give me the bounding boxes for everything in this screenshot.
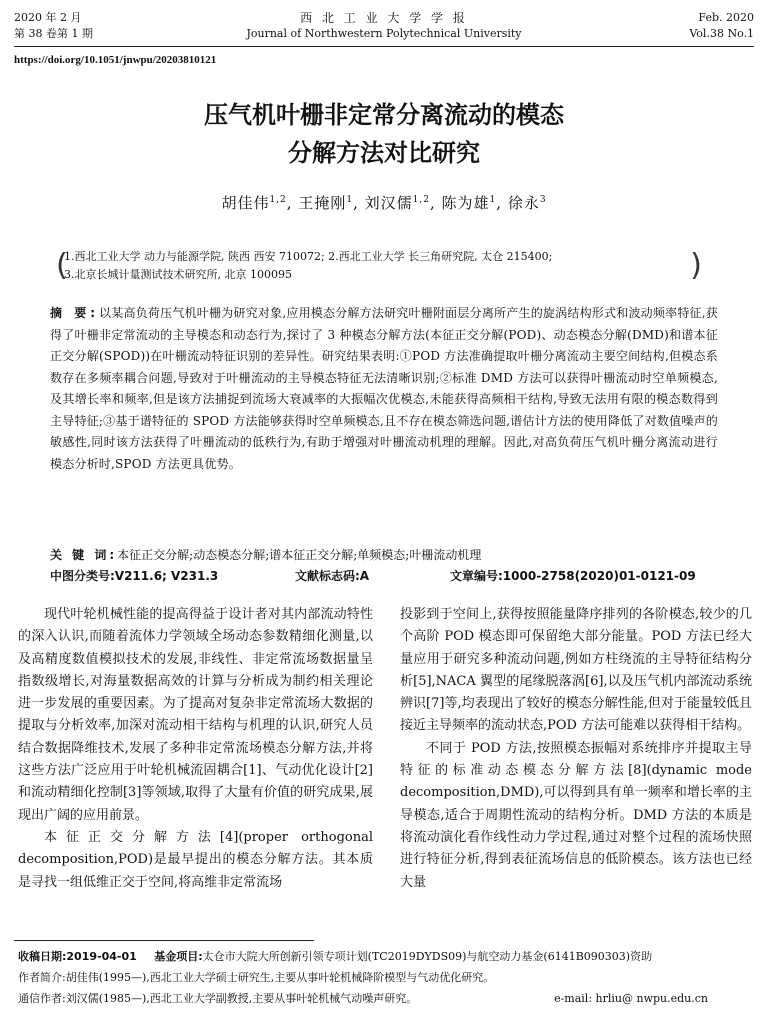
fund-label: 基金项目: — [154, 950, 203, 963]
author-introduction: 作者简介:胡佳伟(1995—),西北工业大学硕士研究生,主要从事叶轮机械降阶模型与气动优化研究。 — [18, 971, 495, 984]
running-header — [14, 10, 754, 46]
header-month-en: Feb. 2020 — [698, 11, 754, 24]
email-link[interactable]: e-mail: hrliu@ nwpu.edu.cn — [554, 992, 708, 1005]
doi-link[interactable]: https://doi.org/10.1051/jnwpu/20203810121 — [14, 54, 217, 66]
classification-line — [50, 566, 718, 586]
paragraph: 现代叶轮机械性能的提高得益于设计者对其内部流动特性的深入认识,而随着流体力学领域全场动态参数精细化测量,以及高精度数值模拟技术的发展,非线性、非定常流场数据量呈指数级增长,对海量数据高效的计算与分析成为制约相关理论进一步发展的重要因素。为了提高对复杂非定常流场大数据的提取与分析效率,加深对流动相干结构与机理的认识,研究人员结合数据降维技术,发展了多种非定常流场模态分解方法,并将这些方法广泛应用于叶轮机械流固耦合[1]、气动优化设计[2]和流动精细化控制[3]等领域,取得了大量有价值的研究成果,展现出广阔的应用前景。 — [18, 607, 373, 823]
journal-name-cn: 西 北 工 业 大 学 学 报 — [300, 11, 468, 25]
body-column-left — [18, 604, 373, 894]
keywords — [50, 545, 718, 565]
title-line-1: 压气机叶栅非定常分离流动的模态 — [204, 101, 564, 129]
corresponding-author: 通信作者:刘汉儒(1985—),西北工业大学副教授,主要从事叶轮机械气动噪声研究。 — [18, 992, 418, 1005]
document-code: 文献标志码:A — [295, 569, 370, 583]
author: 胡佳伟$^{1,2}$ — [221, 194, 287, 212]
affiliations — [64, 248, 698, 284]
affiliation-right-paren: ) — [690, 248, 702, 283]
paragraph: 本征正交分解方法[4](proper orthogonal decomposition,POD)是最早提出的模态分解方法。其本质是寻找一组低维正交于空间,将高维非定常流场 — [18, 829, 373, 890]
author: 刘汉儒$^{1,2}$ — [364, 194, 430, 212]
journal-name — [14, 10, 754, 42]
title-line-2: 分解方法对比研究 — [288, 139, 480, 167]
author: 王掩刚$^1$ — [298, 194, 354, 212]
keywords-label: 关 键 词: — [50, 548, 118, 562]
paragraph: 不同于 POD 方法,按照模态振幅对系统排序并提取主导特征的标准动态模态分解方法[8](dynamic mode decomposition,DMD),可以得到具有单一频率和增长率的主导模态,适合于周期性流动的结构分析。DMD 方法的本质是将流动演化看作线性动力学过程,通过对整个过程的流场快照进行特征分析,得到表征流场信息的低阶模态。该方法也已经大量 — [400, 740, 752, 890]
abstract-label: 摘 要: — [50, 306, 100, 320]
affiliation-line-1: 1.西北工业大学 动力与能源学院, 陕西 西安 710072; 2.西北工业大学 长三角研究院, 太仓 215400; — [64, 250, 553, 263]
footnote-rule — [14, 940, 314, 941]
header-volume: 第 38 卷第 1 期 — [14, 27, 93, 40]
journal-name-en: Journal of Northwestern Polytechnical University — [246, 27, 522, 40]
keywords-text: 本征正交分解;动态模态分解;谱本征正交分解;单频模态;叶栅流动机理 — [117, 548, 482, 562]
header-rule — [14, 46, 754, 47]
header-issue — [689, 10, 754, 42]
footnote-corresponding — [18, 988, 754, 1009]
paragraph: 投影到于空间上,获得按照能量降序排列的各阶模态,较少的几个高阶 POD 模态即可保留绝大部分能量。POD 方法已经大量应用于研究多种流动问题,例如方柱绕流的主导特征结构分析[5],NACA 翼型的尾缘脱落涡[6],以及压气机内部流动系统辨识[7]等,均表现出了较好的模态分解性能,但对于能量较低且接近主导频率的流动状态,POD 方法可能难以获得相干结构。 — [400, 607, 752, 734]
affiliation-line-2: 3.北京长城计量测试技术研究所, 北京 100095 — [64, 268, 292, 281]
author: 徐永$^3$ — [507, 194, 547, 212]
received-date: 收稿日期:2019-04-01 — [18, 950, 137, 963]
footnote-received-fund — [18, 946, 754, 967]
footnotes — [18, 946, 754, 1009]
article-number: 文章编号:1000-2758(2020)01-0121-09 — [450, 569, 696, 583]
abstract-text: 以某高负荷压气机叶栅为研究对象,应用模态分解方法研究叶栅附面层分离所产生的旋涡结构形式和波动频率特征,获得了叶栅非定常流动的主导模态和动态行为,探讨了 3 种模态分解方法(本征正交分解(POD)、动态模态分解(DMD)和谱本征正交分解(SPOD))在叶栅流动特征识别的差异性。研究结果表明:①POD 方法准确提取叶栅分离流动主要空间结构,但模态系数存在多频率耦合问题,导致对于叶栅流动的主导模态特征无法清晰识别;②标准 DMD 方法可以获得叶栅流动时空单频模态,及其增长率和频率,但是该方法捕捉到流场大衰减率的大振幅次优模态,未能获得高频相干结构,导致无法用有限的模态数得到主导特征;③基于谱特征的 SPOD 方法能够获得时空单频模态,且不存在模态筛选问题,谱估计方法的使用降低了对数值噪声的敏感性,同时该方法获得了叶栅流动的低秩行为,有助于增强对叶栅流动机理的理解。因此,对高负荷压气机叶栅分离流动进行模态分析时,SPOD 方法更具优势。 — [50, 306, 718, 471]
author-list: 胡佳伟$^{1,2}$, 王掩刚$^1$, 刘汉儒$^{1,2}$, 陈为雄$^1$, 徐永$^3$ — [221, 194, 547, 212]
abstract — [50, 303, 718, 475]
clc-number: 中图分类号:V211.6; V231.3 — [50, 569, 219, 583]
paper-title — [0, 96, 768, 172]
header-volume-en: Vol.38 No.1 — [689, 27, 754, 40]
author: 陈为雄$^1$ — [441, 194, 497, 212]
affiliation-left-paren: ( — [56, 248, 68, 283]
fund-text: 太仓市大院大所创新引领专项计划(TC2019DYDS09)与航空动力基金(6141B090303)资助 — [202, 950, 653, 963]
header-date: 2020 年 2 月 — [14, 11, 82, 24]
body-column-right — [400, 604, 752, 894]
